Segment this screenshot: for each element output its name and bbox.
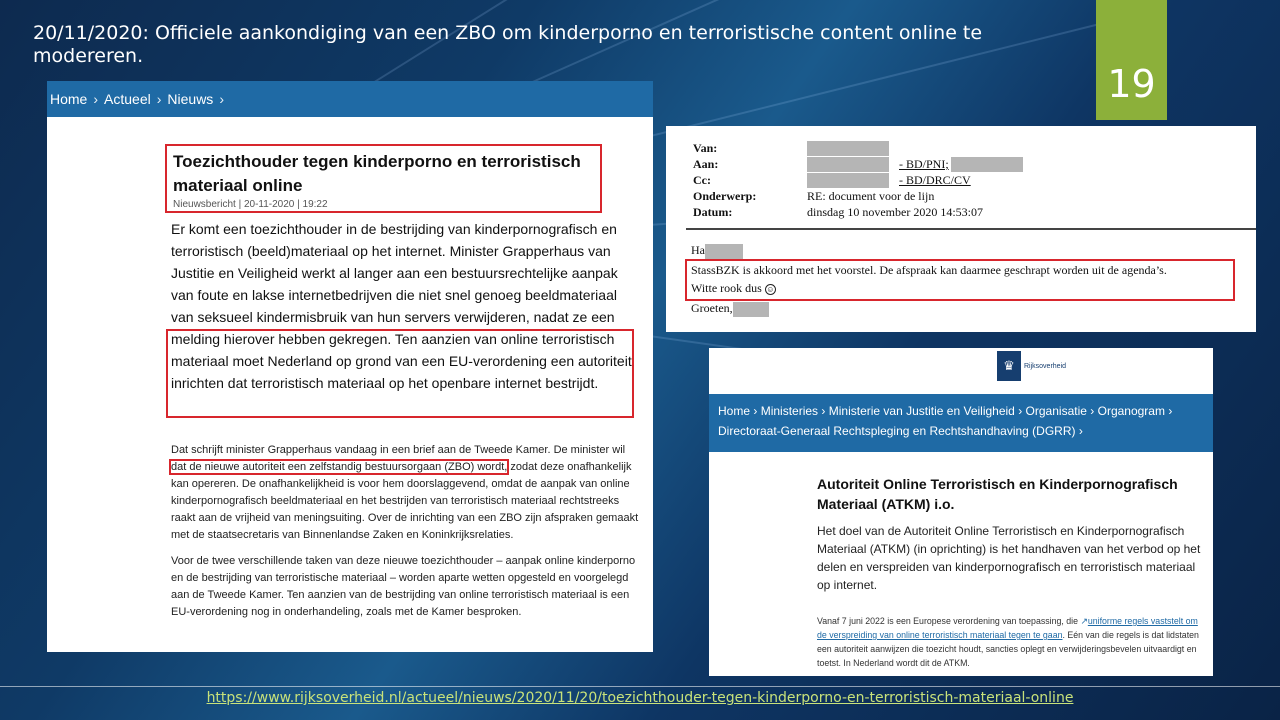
- smiley-icon: ☺: [766, 284, 775, 294]
- redaction-block: [705, 244, 743, 259]
- chevron-right-icon: ›: [1168, 404, 1173, 418]
- redaction-block: [807, 157, 889, 172]
- external-link-icon: ↗: [1080, 616, 1088, 626]
- breadcrumb-home[interactable]: Home: [50, 91, 88, 107]
- zbo-highlight: dat de nieuwe autoriteit een zelfstandig bestuursorgaan (ZBO) wordt,: [171, 461, 508, 473]
- regulation-link[interactable]: uniforme regels vaststelt om de verspreiding van online terroristisch materiaal tegen te gaan: [817, 616, 1198, 640]
- chevron-right-icon: ›: [156, 91, 162, 107]
- email-cc-label: Cc:: [693, 173, 711, 187]
- breadcrumb-home[interactable]: Home: [718, 404, 751, 418]
- breadcrumb-nieuws[interactable]: Nieuws: [167, 91, 214, 107]
- article-meta: Nieuwsbericht | 20-11-2020 | 19:22: [173, 199, 328, 210]
- paragraph-text: Vanaf 7 juni 2022 is een Europese verordening van toepassing, die: [817, 616, 1078, 626]
- message-text: Witte rook dus: [691, 281, 762, 295]
- paragraph-text: zodat deze onafhankelijk kan opereren. De onafhankelijkheid is voor hem doorslaggevend, omdat de aanpak van online kinderpornografisch beeldmateriaal en het bestrijden van terroristisch materiaal rechtstreeks raakt aan de vrijheid van meningsuiting. Over de inrichting van een ZBO zijn afspraken gemaakt met de staatsecretaris van Binnenlandse Zaken en Koninkrijksrelaties.: [171, 461, 639, 541]
- email-closing: [691, 301, 769, 317]
- lead-highlight-box: [166, 329, 634, 418]
- article-body: [171, 442, 641, 630]
- email-subject-label: Onderwerp:: [693, 189, 757, 203]
- slide-title: 20/11/2020: Officiele aankondiging van een ZBO om kinderporno en terroristische content online te modereren.: [33, 22, 983, 67]
- logo-text: Rijksoverheid: [1024, 362, 1067, 370]
- redaction-block: [807, 173, 889, 188]
- email-message-line: StassBZK is akkoord met het voorstel. De afspraak kan daarmee geschrapt worden uit de agenda’s.: [691, 263, 1167, 277]
- article-lead-part2: melding hierover hebben gekregen. Ten aanzien van online terroristisch materiaal moet Nederland op grond van een EU-verordening een autoriteit inrichten dat terroristisch materiaal op het openbare internet bestrijdt.: [171, 331, 632, 391]
- source-url-link[interactable]: https://www.rijksoverheid.nl/actueel/nieuws/2020/11/20/toezichthouder-tegen-kinderporno-en-terroristisch-materiaal-online: [206, 690, 1074, 706]
- breadcrumb-organogram[interactable]: Organogram: [1097, 404, 1165, 418]
- breadcrumb-ministerie-jenv[interactable]: Ministerie van Justitie en Veiligheid: [828, 404, 1015, 418]
- rijksoverheid-logo: [997, 351, 1066, 381]
- chevron-right-icon: ›: [93, 91, 99, 107]
- email-subject-row: [693, 189, 934, 204]
- chevron-right-icon: ›: [219, 91, 224, 107]
- chevron-right-icon: ›: [753, 404, 758, 418]
- article-paragraph: Voor de twee verschillende taken van deze nieuwe toezichthouder – aanpak online kinderporno en de bestrijding van terroristische materiaal – worden aparte wetten opgesteld en voorgelegd aan de Tweede Kamer. Ten aanzien van de bestrijding van online terroristisch materiaal is een EU-verordening nog in onderhandeling, zoals met de Kamer besproken.: [171, 555, 636, 618]
- email-to-label: Aan:: [693, 157, 719, 171]
- article-title: Toezichthouder tegen kinderporno en terroristisch materiaal online: [173, 152, 581, 195]
- breadcrumb: [47, 81, 653, 117]
- email-to-row: [693, 157, 1023, 172]
- article-lead-part1: Er komt een toezichthouder in de bestrijding van kinderpornografisch en terroristisch (beeld)materiaal op het internet. Minister Grapperhaus van Justitie en Veiligheid werkt al langer aan een bestuursrechtelijke aanpak van foute en lakse internetbedrijven die niet snel genoeg beeldmateriaal van seksueel kindermisbruik van hun servers verwijderen, nadat ze een: [171, 221, 618, 325]
- news-article-screenshot: [47, 81, 653, 652]
- email-from-row: [693, 141, 889, 156]
- email-from-label: Van:: [693, 141, 718, 155]
- breadcrumb-organisatie[interactable]: Organisatie: [1025, 404, 1087, 418]
- page-number: 19: [1096, 0, 1167, 120]
- footer-divider: [0, 686, 1280, 687]
- email-date-value: dinsdag 10 november 2020 14:53:07: [807, 205, 983, 219]
- divider: [686, 228, 1256, 230]
- chevron-right-icon: ›: [1078, 424, 1083, 438]
- email-date-label: Datum:: [693, 205, 733, 219]
- email-cc-row: [693, 173, 971, 188]
- breadcrumb-line: [718, 421, 1204, 441]
- article-title-highlight: [165, 144, 602, 213]
- email-subject-value: RE: document voor de lijn: [807, 189, 935, 203]
- greeting-text: Ha: [691, 243, 705, 257]
- atkm-paragraph: Het doel van de Autoriteit Online Terroristisch en Kinderpornografisch Materiaal (ATKM) (in oprichting) is het handhaven van het verbod op het delen en verspreiden van kinderpornografisch en terroristisch materiaal op internet.: [817, 524, 1201, 592]
- atkm-title: Autoriteit Online Terroristisch en Kinderpornografisch Materiaal (ATKM) i.o.: [817, 476, 1178, 512]
- chevron-right-icon: ›: [821, 404, 826, 418]
- email-message-line: [691, 281, 776, 296]
- redaction-block: [951, 157, 1023, 172]
- crest-icon: ♛: [997, 351, 1021, 381]
- breadcrumb-line: [718, 401, 1204, 421]
- closing-text: Groeten,: [691, 301, 733, 315]
- atkm-paragraph: [817, 614, 1202, 670]
- article-paragraph: [171, 442, 641, 544]
- email-screenshot: [666, 126, 1256, 332]
- redaction-block: [733, 302, 769, 317]
- breadcrumb-ministeries[interactable]: Ministeries: [760, 404, 819, 418]
- chevron-right-icon: ›: [1090, 404, 1095, 418]
- chevron-right-icon: ›: [1018, 404, 1023, 418]
- breadcrumb: [709, 394, 1213, 452]
- email-greeting: [691, 243, 743, 259]
- email-to-value: - BD/PNI;: [899, 157, 949, 171]
- paragraph-text: . Eén van die regels is dat lidstaten een autoriteit aanwijzen die toezicht houdt, sancties oplegt en verwijderingsbevelen uitvaardigt en toetst. In Nederland wordt dit de ATKM.: [817, 630, 1199, 668]
- rijksoverheid-screenshot: [709, 348, 1213, 676]
- paragraph-text: Dat schrijft minister Grapperhaus vandaag in een brief aan de Tweede Kamer. De minister wil: [171, 444, 626, 456]
- email-cc-value: - BD/DRC/CV: [899, 173, 971, 187]
- breadcrumb-dgrr[interactable]: Directoraat-Generaal Rechtspleging en Rechtshandhaving (DGRR): [718, 424, 1076, 438]
- redaction-block: [807, 141, 889, 156]
- email-date-row: [693, 205, 983, 220]
- breadcrumb-actueel[interactable]: Actueel: [104, 91, 151, 107]
